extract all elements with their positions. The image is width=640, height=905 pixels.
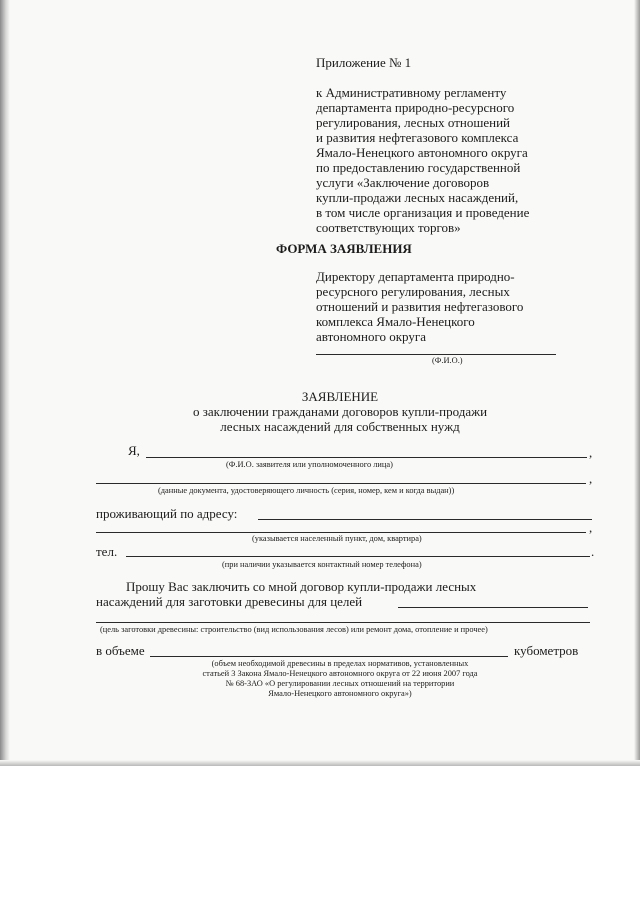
address-hint: (указывается населенный пункт, дом, квартира) [252, 534, 422, 543]
purpose-hint: (цель заготовки древесины: строительство (вид использования лесов) или ремонт дома, отопление и прочее) [100, 625, 488, 634]
applicant-hint: (Ф.И.О. заявителя или уполномоченного лица) [226, 460, 393, 469]
addressee-fio-hint: (Ф.И.О.) [432, 356, 463, 365]
address-blank-2 [96, 532, 586, 533]
purpose-blank-1 [398, 607, 588, 608]
addressee-line: автономного округа [316, 329, 426, 344]
addressee-line: комплекса Ямало-Ненецкого [316, 314, 475, 329]
appendix-line: услуги «Заключение договоров [316, 175, 490, 190]
request-line: насаждений для заготовки древесины для целей [96, 594, 363, 609]
volume-hint: статьей 3 Закона Ямало-Ненецкого автономного округа от 22 июня 2007 года [202, 669, 478, 678]
request-line: Прошу Вас заключить со мной договор купли-продажи лесных [126, 579, 477, 594]
appendix-line: в том числе организация и проведение [316, 205, 530, 220]
appendix-line: и развития нефтегазового комплекса [316, 130, 519, 145]
volume-hint: Ямало-Ненецкого автономного округа») [268, 689, 412, 698]
volume-blank [150, 656, 508, 657]
scan-shadow-left [0, 0, 10, 766]
form-title: ФОРМА ЗАЯВЛЕНИЯ [276, 241, 412, 256]
appendix-line: регулирования, лесных отношений [316, 115, 511, 130]
volume-label: в объеме [96, 643, 145, 658]
scan-shadow-bottom [0, 760, 640, 766]
appendix-line: соответствующих торгов» [316, 220, 461, 235]
appendix-line: к Административному регламенту [316, 85, 507, 100]
scan-shadow-right [634, 0, 640, 766]
comma: , [589, 520, 593, 535]
volume-unit: кубометров [514, 643, 579, 658]
addressee-line: ресурсного регулирования, лесных [316, 284, 510, 299]
applicant-name-blank [146, 457, 587, 458]
phone-blank [126, 556, 590, 557]
comma: , [589, 471, 593, 486]
addressee-line: Директору департамента природно- [316, 269, 515, 284]
statement-subtitle: лесных насаждений для собственных нужд [220, 419, 460, 434]
volume-hint: № 68-ЗАО «О регулировании лесных отношений на территории [225, 679, 455, 688]
purpose-blank-2 [96, 622, 590, 623]
addressee-fio-blank [316, 354, 556, 355]
appendix-line: по предоставлению государственной [316, 160, 521, 175]
addressee-line: отношений и развития нефтегазового [316, 299, 524, 314]
appendix-line: департамента природно-ресурсного [316, 100, 515, 115]
appendix-line: купли-продажи лесных насаждений, [316, 190, 519, 205]
phone-label: тел. [96, 544, 118, 559]
comma: , [589, 445, 593, 460]
volume-hint: (объем необходимой древесины в пределах нормативов, установленных [211, 659, 469, 668]
period: . [591, 544, 595, 559]
statement-subtitle: о заключении гражданами договоров купли-продажи [192, 404, 488, 419]
phone-hint: (при наличии указывается контактный номер телефона) [222, 560, 422, 569]
i-prefix: Я, [128, 443, 140, 458]
document-blank [96, 483, 586, 484]
appendix-line: Ямало-Ненецкого автономного округа [316, 145, 528, 160]
document-hint: (данные документа, удостоверяющего личность (серия, номер, кем и когда выдан)) [158, 486, 455, 495]
address-label: проживающий по адресу: [96, 506, 238, 521]
address-blank-1 [258, 519, 592, 520]
appendix-title: Приложение № 1 [316, 55, 412, 70]
statement-heading: ЗАЯВЛЕНИЕ [301, 389, 379, 404]
